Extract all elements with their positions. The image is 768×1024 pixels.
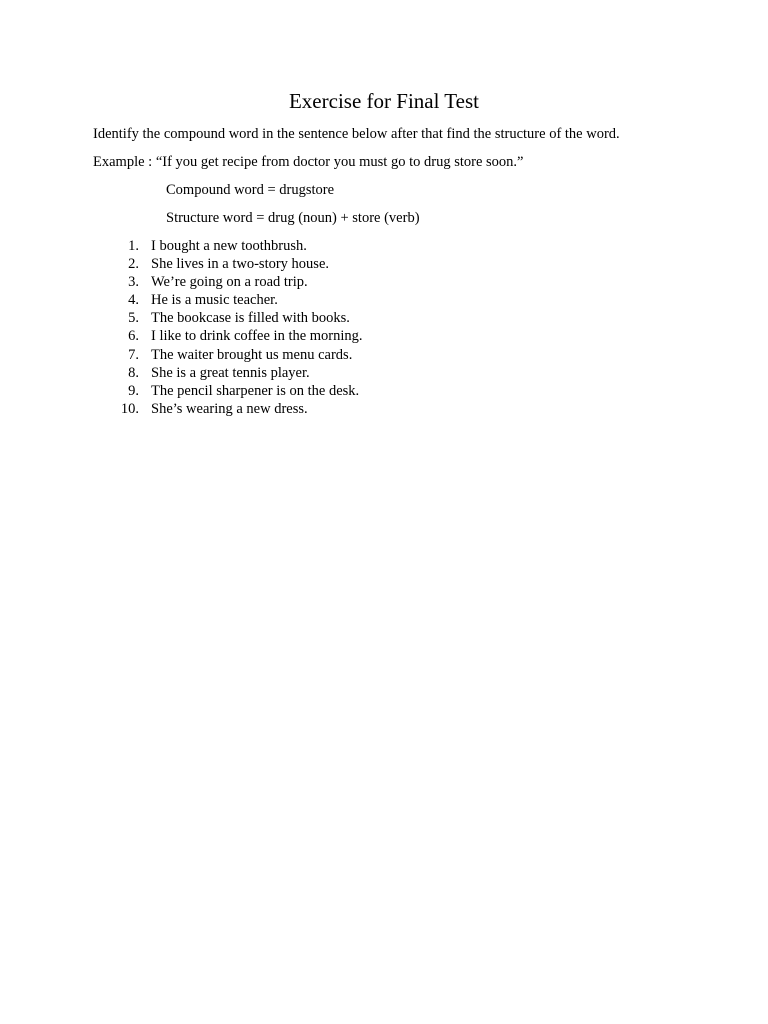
question-text: She lives in a two-story house. [151, 256, 330, 273]
question-list [112, 237, 363, 418]
list-item [112, 255, 363, 273]
question-text: We’re going on a road trip. [151, 274, 308, 291]
question-number: 6. [128, 328, 139, 345]
question-number: 5. [128, 310, 139, 327]
question-text: The pencil sharpener is on the desk. [151, 382, 360, 399]
question-text: I bought a new toothbrush. [151, 238, 307, 254]
question-text: The waiter brought us menu cards. [151, 346, 353, 363]
list-item [112, 382, 363, 400]
page-title: Exercise for Final Test [288, 89, 479, 113]
list-item [112, 364, 363, 382]
question-text: I like to drink coffee in the morning. [151, 328, 363, 345]
question-text: He is a music teacher. [151, 292, 278, 309]
example-sentence: Example : “If you get recipe from doctor you must go to drug store soon.” [93, 154, 524, 170]
list-item [112, 309, 363, 327]
question-number: 7. [128, 346, 139, 363]
list-item [112, 291, 363, 309]
list-item [112, 237, 363, 255]
list-item [112, 400, 363, 418]
question-number: 8. [128, 364, 139, 381]
question-number: 9. [128, 382, 139, 399]
question-text: She is a great tennis player. [151, 364, 310, 381]
example-compound-word: Compound word = drugstore [166, 182, 335, 198]
example-structure-word: Structure word = drug (noun) + store (verb) [166, 210, 420, 226]
question-number: 1. [128, 238, 139, 254]
instruction-text: Identify the compound word in the sentence below after that find the structure of the word. [93, 126, 620, 142]
question-number: 3. [128, 274, 139, 291]
question-number: 2. [128, 256, 139, 273]
question-number: 4. [128, 292, 139, 309]
list-item [112, 346, 363, 364]
question-text: The bookcase is filled with books. [151, 310, 350, 327]
list-item [112, 273, 363, 291]
question-text: She’s wearing a new dress. [151, 400, 308, 417]
list-item [112, 327, 363, 345]
question-number: 10. [120, 400, 139, 417]
